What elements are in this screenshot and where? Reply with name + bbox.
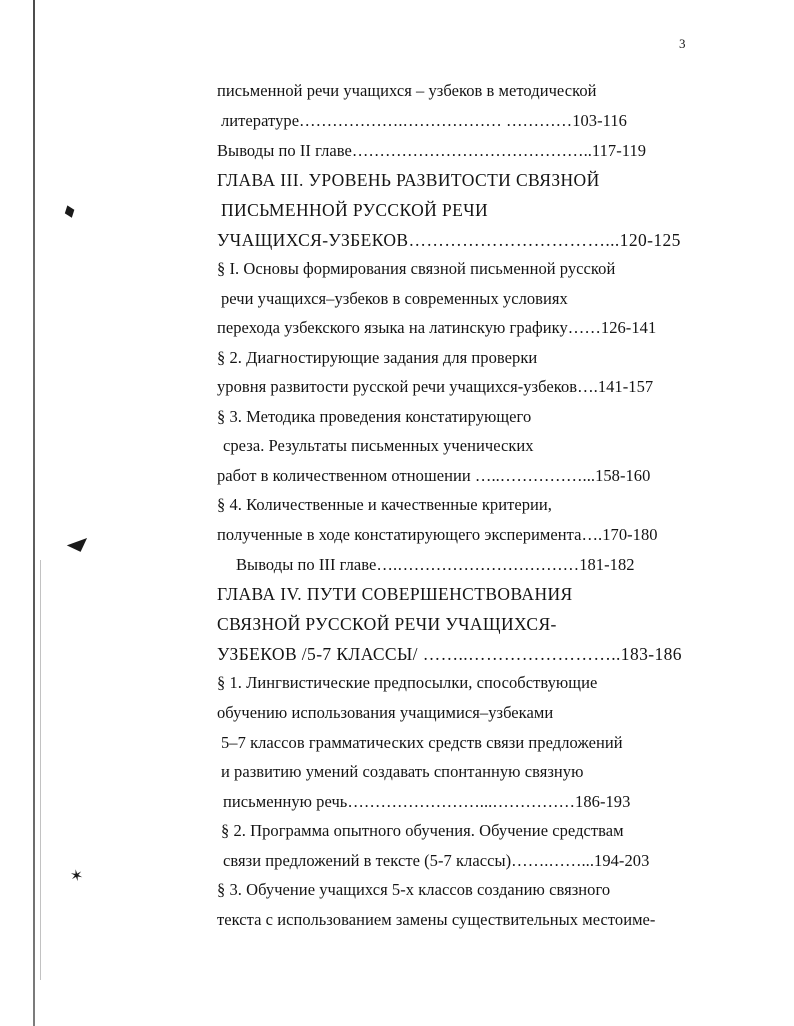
toc-line: работ в количественном отношении …..……………...158-160 [217,466,651,485]
toc-line: Выводы по III главе….……………………………181-182 [236,555,635,574]
toc-line: § 2. Программа опытного обучения. Обучение средствам [221,821,624,840]
toc-line: § 2. Диагностирующие задания для проверки [217,348,538,367]
chapter-heading: ПИСЬМЕННОЙ РУССКОЙ РЕЧИ [221,200,489,220]
chapter-heading: УЗБЕКОВ /5-7 КЛАССЫ/ ……..……………………..183-186 [217,644,682,664]
toc-line: перехода узбекского языка на латинскую графику……126-141 [217,318,657,337]
toc-line: обучению использования учащимися–узбеками [217,703,554,722]
toc-line: § 4. Количественные и качественные критерии, [217,495,552,514]
page-number: 3 [679,36,686,51]
toc-line: письменную речь……………………...……………186-193 [223,792,631,811]
chapter-heading: СВЯЗНОЙ РУССКОЙ РЕЧИ УЧАЩИХСЯ- [217,614,557,634]
scan-faint-line [40,560,41,980]
scan-speck: ◢ [65,525,90,555]
toc-line: и развитию умений создавать спонтанную связную [221,762,584,781]
toc-line: полученные в ходе констатирующего эксперимента….170-180 [217,525,658,544]
toc-line: § I. Основы формирования связной письменной русской [217,259,616,278]
toc-line: уровня развитости русской речи учащихся-узбеков….141-157 [217,377,654,396]
toc-line: речи учащихся–узбеков в современных условиях [221,289,568,308]
scan-speck: ♦ [58,199,82,226]
scan-speck: ✶ [68,864,85,887]
toc-line: текста с использованием замены существительных местоиме- [217,910,656,929]
chapter-heading: УЧАЩИХСЯ-УЗБЕКОВ……………………………...120-125 [217,230,681,250]
toc-line: письменной речи учащихся – узбеков в методической [217,81,597,100]
toc-line: 5–7 классов грамматических средств связи предложений [221,733,623,752]
toc-line: Выводы по II главе……………………………………..117-119 [217,141,647,160]
chapter-heading: ГЛАВА III. УРОВЕНЬ РАЗВИТОСТИ СВЯЗНОЙ [217,170,600,190]
toc-line: связи предложений в тексте (5-7 классы)…….……...194-203 [223,851,650,870]
scan-left-edge [33,0,35,1026]
toc-line: § 1. Лингвистические предпосылки, способствующие [217,673,598,692]
toc-line: § 3. Обучение учащихся 5-х классов созданию связного [217,880,611,899]
toc-line: литературе……………….……………… …………103-116 [221,111,627,130]
chapter-heading: ГЛАВА IV. ПУТИ СОВЕРШЕНСТВОВАНИЯ [217,584,573,604]
toc-line: § 3. Методика проведения констатирующего [217,407,532,426]
toc-line: среза. Результаты письменных ученических [223,436,534,455]
